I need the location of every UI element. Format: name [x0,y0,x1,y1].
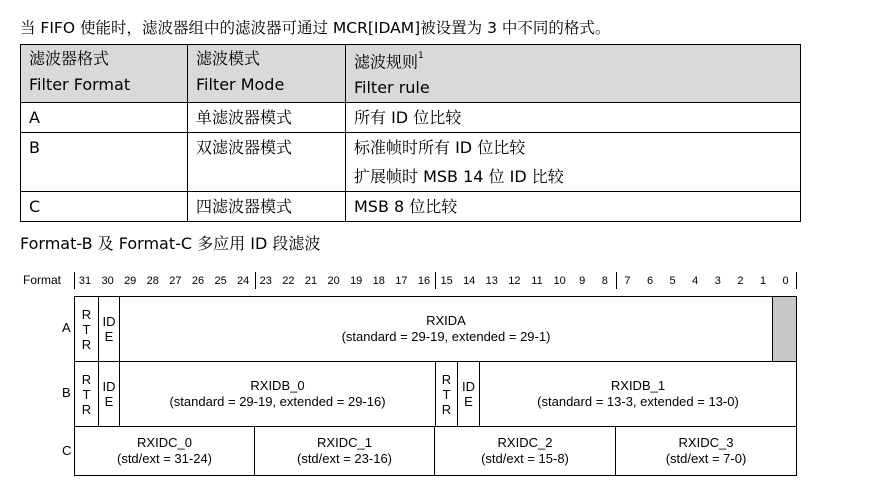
row-letter-b: B [62,385,71,400]
cell-format: A [21,103,188,133]
bit-number: 6 [646,275,654,287]
table-row [21,103,801,133]
reserved-bit-field [773,297,796,361]
bit-number: 23 [259,275,272,287]
header-en: Filter Format [29,75,131,94]
ide-char: ID [462,379,475,394]
bit-number: 7 [624,275,631,287]
rxidb1-field [480,362,796,426]
bit-number: 28 [146,275,159,287]
intro-text: 当 FIFO 使能时，滤波器组中的滤波器可通过 MCR[IDAM]被设置为 3 中不同的格式。 [20,19,611,37]
cell-format: B [21,133,188,192]
header-filter-rule [346,45,801,103]
bit-number: 12 [508,275,521,287]
rtr-field [75,297,99,361]
rtr-char: R [441,371,452,387]
ide-char: ID [102,314,116,329]
rtr-field [436,362,458,426]
row-letter-a: A [62,320,71,335]
field-name: RXIDC_1 [317,435,372,450]
cell-rule [346,133,801,192]
field-desc: (standard = 29-19, extended = 29-16) [169,394,386,409]
bit-number: 9 [579,275,586,287]
format-label: Format [23,273,62,287]
rtr-char: T [442,386,451,402]
ide-field [99,297,120,361]
ide-char: E [464,394,473,409]
rule-line: 所有 ID 位比较 [354,108,462,128]
header-zh: 滤波规则 [354,52,419,72]
ide-char: ID [102,379,116,394]
field-name: RXIDA [426,313,466,328]
format-b-row [74,361,797,427]
cell-mode: 单滤波器模式 [188,103,346,133]
rtr-char: R [81,371,92,387]
bit-number: 20 [327,275,340,287]
header-zh: 滤波器格式 [29,49,110,68]
cell-mode: 四滤波器模式 [188,192,346,222]
field-desc: (std/ext = 31-24) [116,451,213,466]
rxida-field [120,297,773,361]
rtr-char: R [81,306,92,322]
header-en: Filter Mode [196,75,285,94]
ide-char: E [104,394,114,409]
cell-mode: 双滤波器模式 [188,133,346,192]
header-filter-format [21,45,188,103]
bit-number: 14 [463,275,476,287]
bit-number: 15 [440,275,453,287]
field-desc: (std/ext = 7-0) [665,451,747,466]
bit-number: 1 [759,275,767,287]
bit-number: 5 [669,275,676,287]
ide-field [458,362,480,426]
rule-line: 扩展帧时 MSB 14 位 ID 比较 [354,167,564,187]
rtr-char: R [81,401,92,417]
ide-field [99,362,120,426]
header-en: Filter rule [354,78,430,98]
cell-rule [346,192,801,222]
field-name: RXIDC_3 [678,435,734,450]
rxidc1-field [255,427,435,475]
bit-number: 2 [737,275,744,287]
field-desc: (std/ext = 15-8) [481,451,569,466]
byte-boundary-tick [435,272,436,289]
rtr-char: T [82,386,91,402]
rxidc0-field [75,427,255,475]
field-desc: (standard = 29-19, extended = 29-1) [341,329,551,344]
ide-char: E [104,329,114,344]
field-desc: (std/ext = 23-16) [296,451,393,466]
header-filter-mode [188,45,346,103]
rxidb0-field [120,362,436,426]
rtr-field [75,362,99,426]
byte-boundary-tick [74,272,75,289]
bit-number: 31 [78,275,92,287]
bit-number: 8 [601,275,608,287]
bit-number: 30 [101,275,114,287]
header-zh: 滤波模式 [196,49,261,68]
bit-number: 16 [417,275,431,287]
bit-number: 21 [304,275,318,287]
filter-format-table [20,44,801,222]
bit-number: 19 [350,275,363,287]
field-name: RXIDC_2 [497,435,553,450]
rtr-char: R [81,336,92,352]
rtr-char: R [441,401,452,417]
bit-number: 4 [692,275,699,287]
rule-line: 标准帧时所有 ID 位比较 [354,138,526,158]
field-name: RXIDB_0 [250,378,305,393]
field-name: RXIDB_1 [610,378,666,393]
bit-number: 24 [237,275,250,287]
rule-line: MSB 8 位比较 [354,197,458,217]
bit-number: 17 [395,275,408,287]
bit-number: 27 [169,275,182,287]
bit-number: 26 [191,275,205,287]
table-row [21,133,801,192]
format-a-row [74,296,797,362]
diagram-caption: Format-B 及 Format-C 多应用 ID 段滤波 [20,234,321,253]
bit-number: 13 [485,275,498,287]
rxidc2-field [435,427,616,475]
table-header-row [21,45,801,103]
format-c-row [74,426,797,476]
field-name: RXIDC_0 [137,435,192,450]
cell-format: C [21,192,188,222]
bit-number: 18 [372,275,385,287]
table-row [21,192,801,222]
rtr-char: T [82,321,91,337]
bit-number: 29 [124,275,137,287]
bit-number: 25 [214,275,227,287]
rxidc3-field [616,427,796,475]
bit-number: 22 [282,275,295,287]
bit-number: 10 [553,275,566,287]
field-desc: (standard = 13-3, extended = 13-0) [537,394,739,409]
bit-number: 0 [782,275,789,287]
bit-number: 3 [714,275,721,287]
bit-number: 11 [531,275,543,287]
byte-boundary-tick [255,272,256,289]
byte-boundary-tick [616,272,617,289]
byte-boundary-tick [796,272,797,289]
cell-rule [346,103,801,133]
footnote-marker: 1 [418,51,424,61]
row-letter-c: C [62,443,72,458]
